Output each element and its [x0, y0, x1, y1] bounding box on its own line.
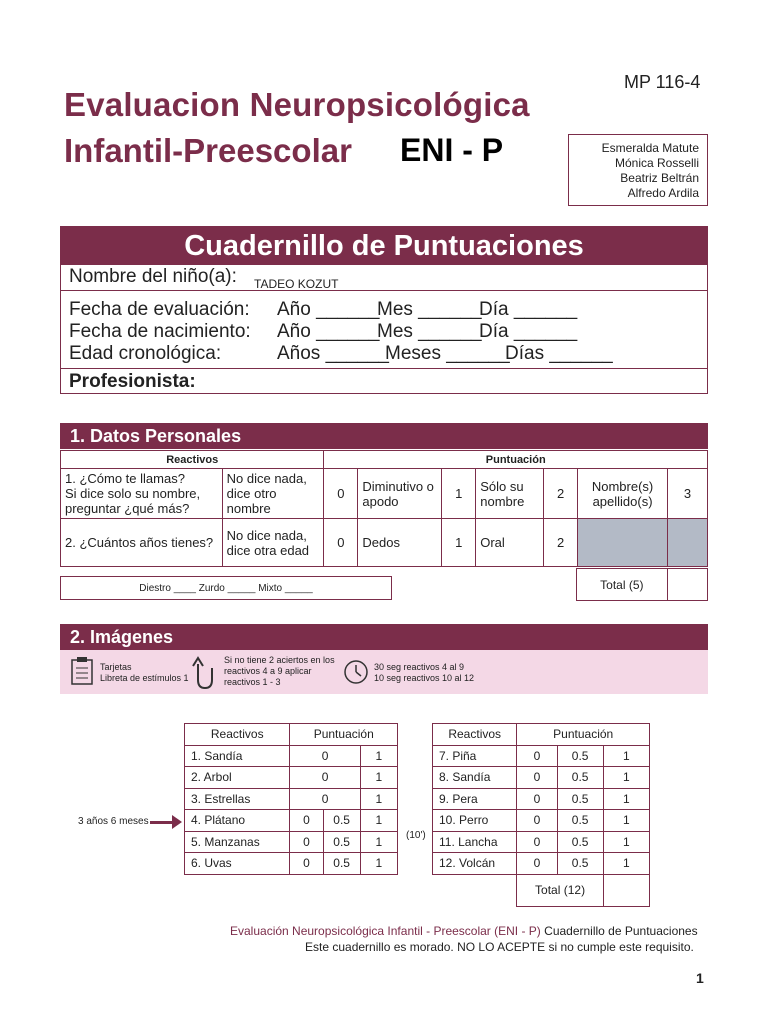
item-name: 2. Arbol: [185, 767, 290, 789]
total-12-label: Total (12): [517, 874, 603, 906]
personal-data-table: [60, 450, 708, 567]
score-option[interactable]: 0.5: [323, 831, 360, 853]
time-text: 30 seg reactivos 4 al 9 10 seg reactivos 10 al 12: [374, 662, 475, 683]
birth-day-field[interactable]: Día ______: [479, 321, 578, 342]
score-option[interactable]: 0.5: [557, 745, 603, 767]
item-name: 12. Volcán: [433, 853, 517, 875]
score-option[interactable]: 0: [517, 745, 557, 767]
total-5-value[interactable]: [667, 569, 707, 601]
item-name: 5. Manzanas: [185, 831, 290, 853]
footer-booklet-name: Cuadernillo de Puntuaciones: [540, 924, 698, 938]
form-code: MP 116-4: [624, 72, 701, 92]
item-2: 2. ¿Cuántos años tienes?: [61, 519, 223, 567]
birth-date-label: Fecha de nacimiento:: [69, 321, 251, 342]
eni-label: ENI - P: [400, 132, 504, 168]
footer-test-name: Evaluación Neuropsicológica Infantil - Preescolar (ENI - P): [230, 924, 541, 938]
score-option[interactable]: 1: [603, 767, 649, 789]
col-reactivos: Reactivos: [433, 724, 517, 746]
gray-cell: [578, 519, 668, 567]
age-months-field[interactable]: Meses ______: [385, 343, 510, 364]
response-text: Diminutivo o apodo: [358, 469, 442, 519]
score-option[interactable]: 0: [324, 469, 358, 519]
empty-cell: [433, 874, 517, 906]
footer-line-1: [230, 924, 698, 938]
author: Beatriz Beltrán: [620, 171, 699, 185]
total-5-label: Total (5): [577, 569, 668, 601]
score-option[interactable]: 2: [544, 519, 578, 567]
item-1: 1. ¿Cómo te llamas? Si dice solo su nombre, preguntar ¿qué más?: [61, 469, 223, 519]
age-label: Edad cronológica:: [69, 343, 222, 364]
eval-year-field[interactable]: Año ______: [277, 299, 380, 320]
time-10-label: (10'): [406, 830, 426, 841]
score-option[interactable]: 0: [290, 788, 360, 810]
response-text: Sólo su nombre: [476, 469, 544, 519]
item-name: 11. Lancha: [433, 831, 517, 853]
item-name: 6. Uvas: [185, 853, 290, 875]
child-name-value[interactable]: TADEO KOZUT: [254, 277, 339, 291]
clock-icon: [342, 658, 370, 686]
col-reactivos: Reactivos: [61, 451, 324, 469]
eval-month-field[interactable]: Mes ______: [377, 299, 482, 320]
score-option[interactable]: 1: [360, 745, 397, 767]
total-5-box: [576, 568, 708, 601]
item-name: 7. Piña: [433, 745, 517, 767]
score-option[interactable]: 0.5: [557, 788, 603, 810]
item-name: 9. Pera: [433, 788, 517, 810]
col-reactivos: Reactivos: [185, 724, 290, 746]
age-days-field[interactable]: Días ______: [505, 343, 613, 364]
score-option[interactable]: 0: [517, 853, 557, 875]
score-option[interactable]: 1: [442, 469, 476, 519]
score-option[interactable]: 0: [517, 767, 557, 789]
score-option[interactable]: 2: [544, 469, 578, 519]
author: Esmeralda Matute: [601, 141, 699, 155]
score-option[interactable]: 0: [290, 831, 323, 853]
clipboard-icon: [70, 656, 94, 686]
images-table-right: [432, 723, 650, 907]
score-option[interactable]: 0: [517, 788, 557, 810]
title-line-2: Infantil-Preescolar: [64, 132, 352, 169]
handedness-box[interactable]: Diestro ____ Zurdo _____ Mixto _____: [60, 576, 392, 600]
score-option[interactable]: 0: [517, 831, 557, 853]
item-name: 4. Plátano: [185, 810, 290, 832]
birth-month-field[interactable]: Mes ______: [377, 321, 482, 342]
professional-label: Profesionista:: [69, 371, 196, 392]
score-option[interactable]: 0.5: [323, 853, 360, 875]
score-option[interactable]: 0: [324, 519, 358, 567]
score-option[interactable]: 0.5: [557, 853, 603, 875]
start-arrow-icon: [150, 821, 172, 824]
score-option[interactable]: 0: [290, 767, 360, 789]
authors-box: [568, 134, 708, 206]
booklet-heading: Cuadernillo de Puntuaciones: [61, 227, 707, 265]
score-option[interactable]: 1: [603, 810, 649, 832]
author: Alfredo Ardila: [627, 186, 699, 200]
score-option[interactable]: 0: [290, 810, 323, 832]
score-option[interactable]: 0: [517, 810, 557, 832]
col-puntuacion: Puntuación: [290, 724, 398, 746]
score-option[interactable]: 1: [360, 853, 397, 875]
name-label: Nombre del niño(a):: [69, 266, 237, 287]
title-line-1: Evaluacion Neuropsicológica: [64, 86, 530, 123]
eval-day-field[interactable]: Día ______: [479, 299, 578, 320]
start-arrow-head: [172, 815, 182, 829]
author: Mónica Rosselli: [614, 156, 699, 170]
col-puntuacion: Puntuación: [517, 724, 650, 746]
score-option[interactable]: 0: [290, 745, 360, 767]
birth-year-field[interactable]: Año ______: [277, 321, 380, 342]
response-text: Oral: [476, 519, 544, 567]
score-option[interactable]: 0.5: [557, 767, 603, 789]
section-personal-data: 1. Datos Personales: [60, 423, 708, 449]
response-text: No dice nada, dice otro nombre: [222, 469, 324, 519]
footer-line-2: Este cuadernillo es morado. NO LO ACEPTE si no cumple este requisito.: [305, 940, 694, 954]
score-option[interactable]: 0.5: [323, 810, 360, 832]
materials-text: Tarjetas Libreta de estímulos 1: [100, 662, 189, 683]
col-puntuacion: Puntuación: [324, 451, 708, 469]
age-years-field[interactable]: Años ______: [277, 343, 389, 364]
response-text: Dedos: [358, 519, 442, 567]
info-box: [60, 226, 708, 394]
score-option[interactable]: 0.5: [557, 831, 603, 853]
rule-text: Si no tiene 2 aciertos en los reactivos 4 a 9 aplicar reactivos 1 - 3: [224, 655, 335, 687]
instructions-box: [60, 650, 708, 694]
score-option[interactable]: 1: [603, 853, 649, 875]
score-option[interactable]: 1: [360, 767, 397, 789]
score-option[interactable]: 1: [603, 745, 649, 767]
score-option[interactable]: 0: [290, 853, 323, 875]
name-row: [61, 265, 707, 291]
score-option[interactable]: 1: [603, 831, 649, 853]
section-images: 2. Imágenes: [60, 624, 708, 650]
score-option[interactable]: 1: [360, 831, 397, 853]
gray-cell: [668, 519, 708, 567]
age-label-3y6m: 3 años 6 meses: [78, 816, 149, 827]
score-option[interactable]: 1: [442, 519, 476, 567]
professional-row: [61, 369, 707, 393]
score-option[interactable]: 1: [360, 810, 397, 832]
score-option[interactable]: 1: [603, 788, 649, 810]
item-name: 10. Perro: [433, 810, 517, 832]
item-name: 8. Sandía: [433, 767, 517, 789]
item-name: 1. Sandía: [185, 745, 290, 767]
total-12-value[interactable]: [603, 874, 649, 906]
images-table-left: [184, 723, 398, 875]
score-option[interactable]: 0.5: [557, 810, 603, 832]
page-number: 1: [696, 970, 704, 986]
item-name: 3. Estrellas: [185, 788, 290, 810]
eval-date-label: Fecha de evaluación:: [69, 299, 250, 320]
score-option[interactable]: 1: [360, 788, 397, 810]
response-text: No dice nada, dice otra edad: [222, 519, 324, 567]
score-option[interactable]: 3: [668, 469, 708, 519]
return-arrow-icon: [192, 656, 218, 690]
dates-block: [61, 291, 707, 369]
response-text: Nombre(s) apellido(s): [578, 469, 668, 519]
